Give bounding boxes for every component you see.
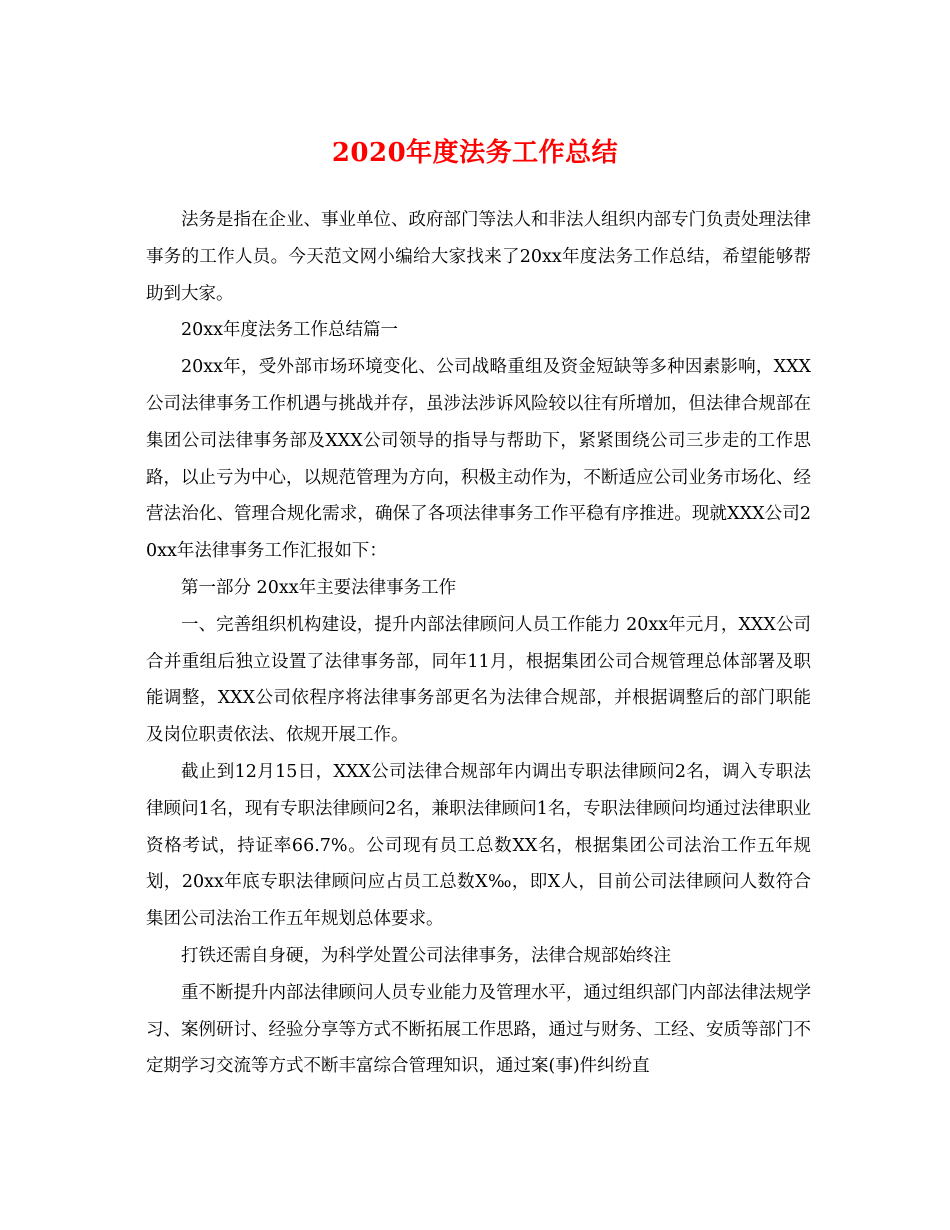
paragraph-training: 重不断提升内部法律顾问人员专业能力及管理水平，通过组织部门内部法律法规学习、案例研讨、经验分享等方式不断拓展工作思路，通过与财务、工经、安质等部门不定期学习交流等方式不断丰富综合管理知识，通过案(事)件纠纷直: [146, 982, 811, 1077]
paragraph-overview: 20xx年，受外部市场环境变化、公司战略重组及资金短缺等多种因素影响，XXX公司法律事务工作机遇与挑战并存，虽涉法涉诉风险较以往有所增加，但法律合规部在集团公司法律事务部及XXX公司领导的指导与帮助下，紧紧围绕公司三步走的工作思路，以止亏为中心，以规范管理为方向，积极主动作为，不断适应公司业务市场化、经营法治化、管理合规化需求，确保了各项法律事务工作平稳有序推进。现就XXX公司20xx年法律事务工作汇报如下：: [146, 357, 811, 562]
paragraph-part-heading: 第一部分 20xx年主要法律事务工作: [181, 577, 457, 598]
document-title: 2020年度法务工作总结: [331, 138, 619, 168]
paragraph-self-improvement: 打铁还需自身硬，为科学处置公司法律事务，法律合规部始终注: [181, 945, 671, 966]
document-body: [146, 202, 811, 1085]
paragraph-staffing: 截止到12月15日，XXX公司法律合规部年内调出专职法律顾问2名，调入专职法律顾问1名，现有专职法律顾问2名，兼职法律顾问1名，专职法律顾问均通过法律职业资格考试，持证率66.7%。公司现有员工总数XX名，根据集团公司法治工作五年规划，20xx年底专职法律顾问应占员工总数X‰，即X人，目前公司法律顾问人数符合集团公司法治工作五年规划总体要求。: [146, 761, 811, 930]
paragraph-organization: 一、完善组织机构建设，提升内部法律顾问人员工作能力 20xx年元月，XXX公司合并重组后独立设置了法律事务部，同年11月，根据集团公司合规管理总体部署及职能调整，XXX公司依程序将法律事务部更名为法律合规部，并根据调整后的部门职能及岗位职责依法、依规开展工作。: [146, 614, 811, 746]
paragraph-section-heading: 20xx年度法务工作总结篇一: [181, 320, 399, 341]
paragraph-intro: 法务是指在企业、事业单位、政府部门等法人和非法人组织内部专门负责处理法律事务的工作人员。今天范文网小编给大家找来了20xx年度法务工作总结，希望能够帮助到大家。: [146, 210, 811, 304]
